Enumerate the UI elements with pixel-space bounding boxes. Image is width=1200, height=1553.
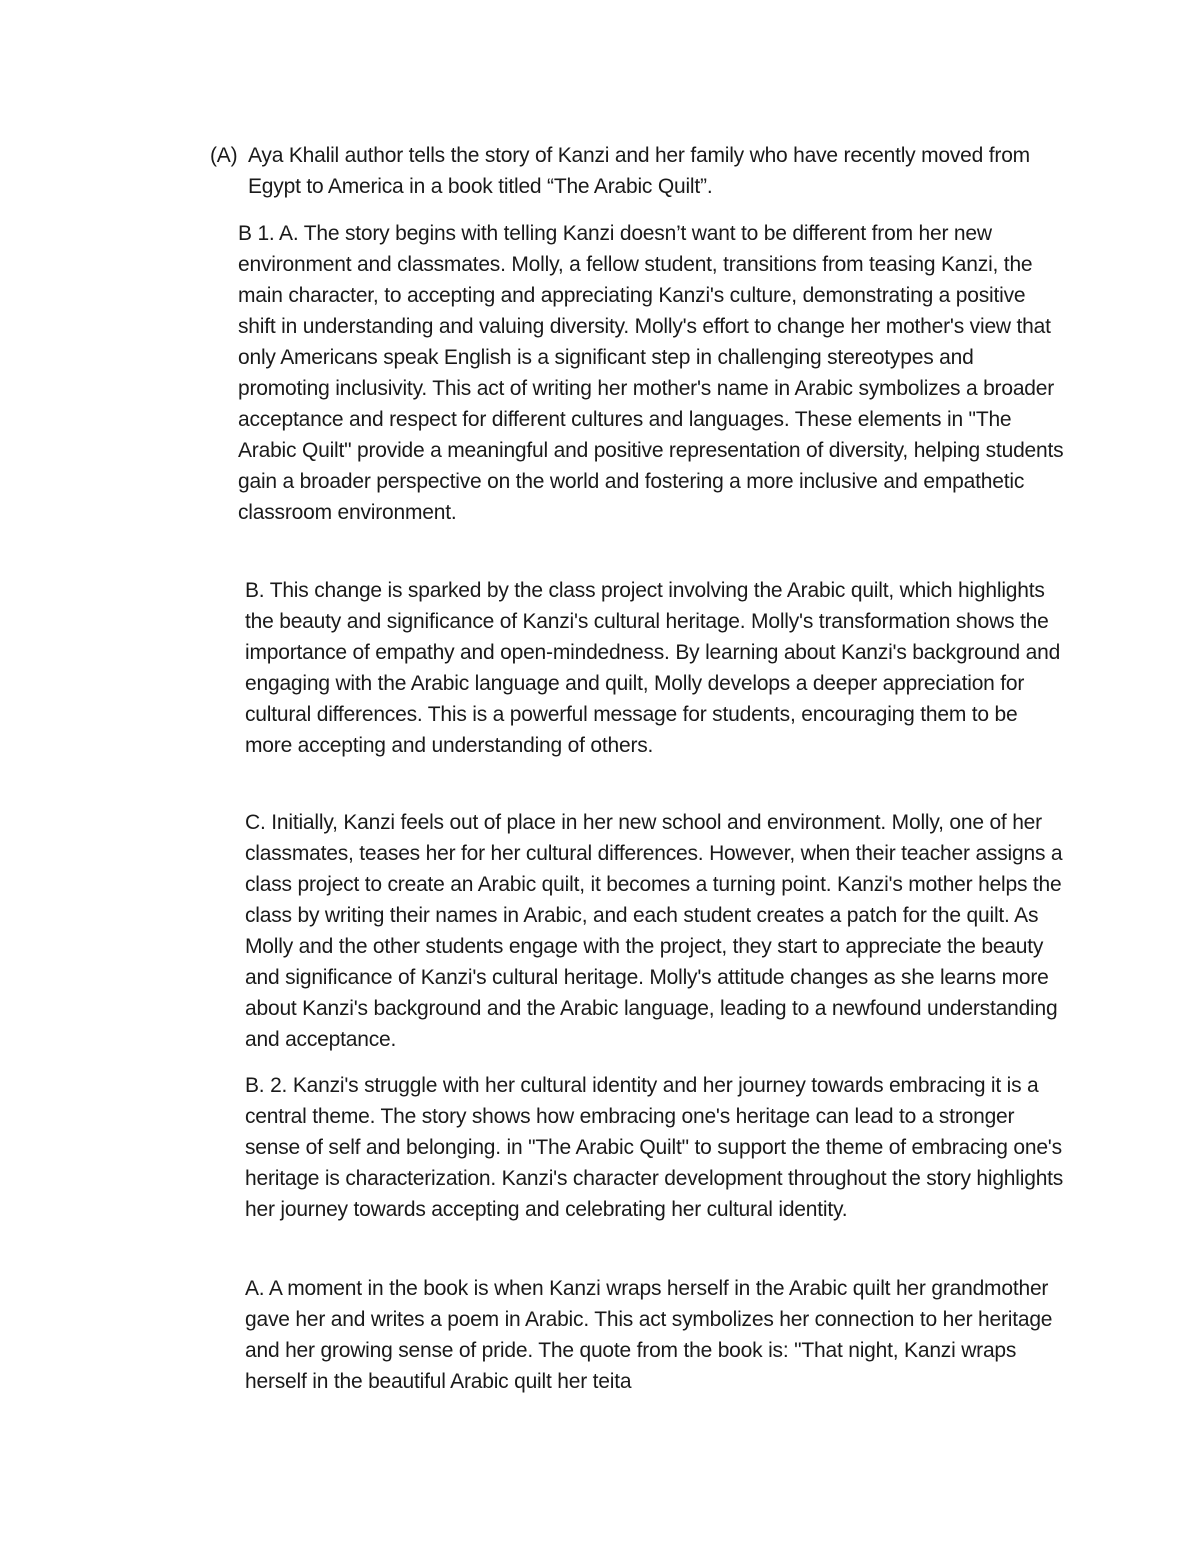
paragraph-a2: A. A moment in the book is when Kanzi wraps herself in the Arabic quilt her grandmother gave her and writes a poem in Arabic. This act symbolizes her connection to her heritage and her growing sense of pride. The quote from the book is: "That night, Kanzi wraps herself in the beautiful Arabic quilt her teita (245, 1277, 1053, 1393)
list-marker: (A) (210, 144, 238, 167)
list-item-text: Aya Khalil author tells the story of Kanzi and her family who have recently moved from Egypt to America in a book titled “The Arabic Quilt”. (248, 144, 1030, 198)
paragraph-c: C. Initially, Kanzi feels out of place in her new school and environment. Molly, one of her classmates, teases her for her cultural differences. However, when their teacher assigns a class project to create an Arabic quilt, it becomes a turning point. Kanzi's mother helps the class by writing their names in Arabic, and each student creates a patch for the quilt. As Molly and the other students engage with the project, they start to appreciate the beauty and significance of Kanzi's cultural heritage. Molly's attitude changes as she learns more about Kanzi's background and the Arabic language, leading to a newfound understanding and acceptance. (245, 811, 1063, 1051)
paragraph-b: B. This change is sparked by the class project involving the Arabic quilt, which highlights the beauty and significance of Kanzi's cultural heritage. Molly's transformation shows the importance of empathy and open-mindedness. By learning about Kanzi's background and engaging with the Arabic language and quilt, Molly develops a deeper appreciation for cultural differences. This is a powerful message for students, encouraging them to be more accepting and understanding of others. (245, 579, 1061, 757)
paragraph-b2: B. 2. Kanzi's struggle with her cultural identity and her journey towards embracing it is a central theme. The story shows how embracing one's heritage can lead to a stronger sense of self and belonging. in "The Arabic Quilt" to support the theme of embracing one's heritage is characterization. Kanzi's character development throughout the story highlights her journey towards accepting and celebrating her cultural identity. (245, 1074, 1064, 1221)
paragraph-b1a: B 1. A. The story begins with telling Kanzi doesn’t want to be different from her new environment and classmates. Molly, a fellow student, transitions from teasing Kanzi, the main character, to accepting and appreciating Kanzi's culture, demonstrating a positive shift in understanding and valuing diversity. Molly's effort to change her mother's view that only Americans speak English is a significant step in challenging stereotypes and promoting inclusivity. This act of writing her mother's name in Arabic symbolizes a broader acceptance and respect for different cultures and languages. These elements in "The Arabic Quilt" provide a meaningful and positive representation of diversity, helping students gain a broader perspective on the world and fostering a more inclusive and empathetic classroom environment. (238, 222, 1064, 524)
